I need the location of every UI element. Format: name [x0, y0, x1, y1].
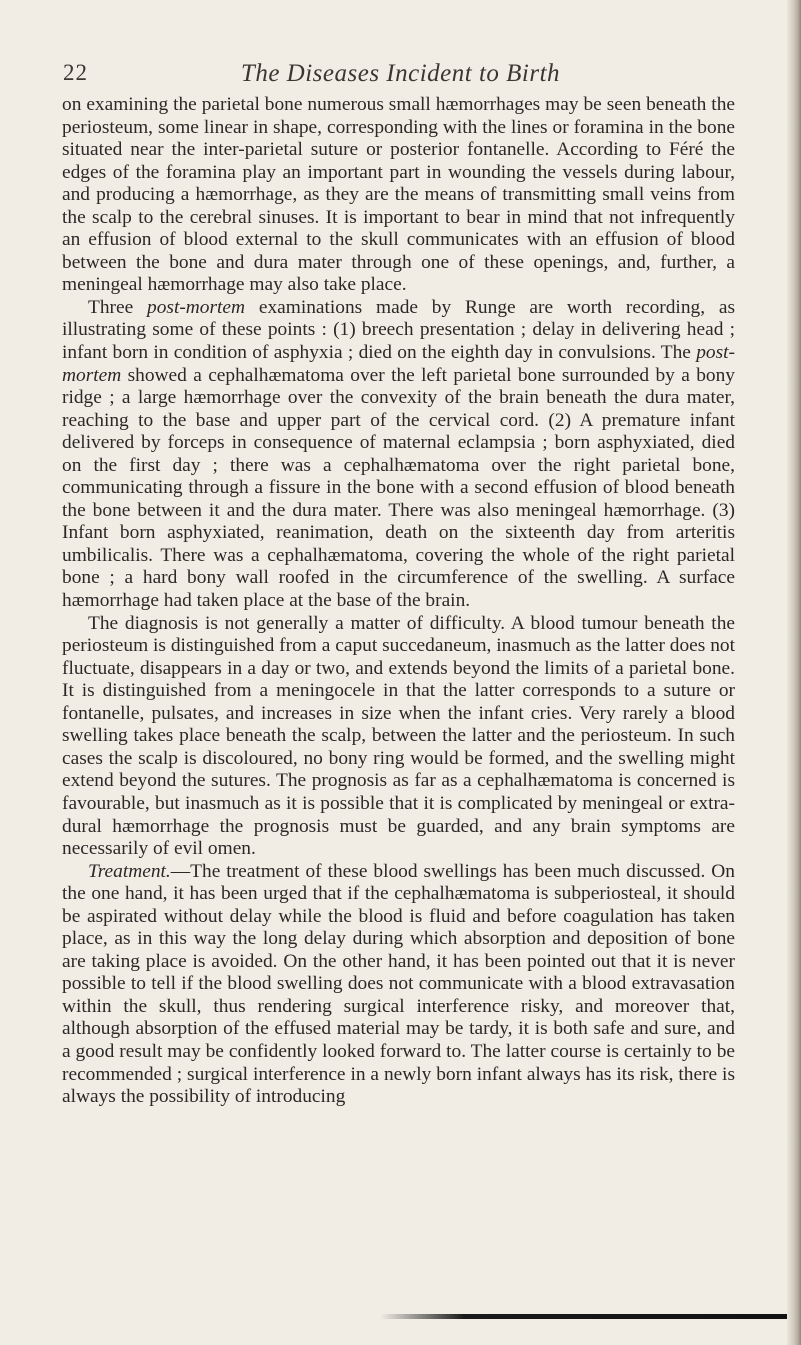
text-run: examinations made by Runge are worth recording, as illustrating some of these points : (1) breech presentation ; delay in delivering head ; infant born in condition of asphyxia ; died on the eighth day in convulsions. The [62, 296, 736, 364]
text-run: Three [88, 296, 148, 318]
paragraph-post-mortem-examinations [62, 297, 735, 613]
italic-term: post-mortem [147, 296, 246, 318]
page-bottom-shadow [380, 1314, 801, 1319]
italic-term: post-mortem [62, 342, 735, 386]
running-head: The Diseases Incident to Birth [240, 60, 561, 87]
paragraph-diagnosis: The diagnosis is not generally a matter of difficulty. A blood tumour beneath the periosteum is distinguished from a caput succedaneum, inasmuch as the latter does not fluctuate, disappears in a day or two, and extends beyond the limits of a parietal bone. It is distinguished from a meningocele in that the latter corresponds to a suture or fontanelle, pulsates, and increases in size when the infant cries. Very rarely a blood swelling takes place beneath the scalp, between the latter and the periosteum. In such cases the scalp is discoloured, no bony ring would be formed, and the swelling might extend beyond the sutures. The prognosis as far as a cephalhæmatoma is concerned is favourable, but inasmuch as it is possible that it is complicated by meningeal or extra-dural hæmorrhage the prognosis must be guarded, and any brain symptoms are necessarily of evil omen. [62, 612, 735, 860]
text-run: showed a cephalhæmatoma over the left parietal bone surrounded by a bony ridge ; a large hæmorrhage over the convexity of the brain beneath the dura mater, reaching to the base and upper part of the cervical cord. (2) A premature infant delivered by forceps in consequence of maternal eclampsia ; born asphyxiated, died on the first day ; there was a cephalhæmatoma over the right parietal bone, communicating through a fissure in the bone with a second effusion of blood beneath the bone between it and the dura mater. There was also meningeal hæmorrhage. (3) Infant born asphyxiated, reanimation, death on the sixteenth day from arteritis umbilicalis. There was a cephalhæmatoma, covering the whole of the right parietal bone ; a hard bony wall roofed in the circumference of the swelling. A surface hæmorrhage had taken place at the base of the brain. [62, 364, 735, 612]
text-run: —The treatment of these blood swellings has been much discussed. On the one hand, it has been urged that if the cephalhæmatoma is subperiosteal, it should be aspirated without delay while the blood is fluid and before coagulation has taken place, as in this way the long delay during which absorption and deposition of bone are taking place is avoided. On the other hand, it has been pointed out that it is never possible to tell if the blood swelling does not communicate with a blood extravasation within the skull, thus rendering surgical interference risky, and moreover that, although absorption of the effused material may be tardy, it is both safe and sure, and a good result may be confidently looked forward to. The latter course is certainly to be recommended ; surgical interference in a newly born infant always has its risk, there is always the possibility of introducing [62, 860, 735, 1108]
page-gutter-edge [787, 0, 801, 1345]
paragraph-treatment [62, 861, 735, 1109]
page-header [0, 60, 801, 90]
paragraph-continuation: on examining the parietal bone numerous small hæmorrhages may be seen beneath the periosteum, some linear in shape, corresponding with the lines or foramina in the bone situated near the inter-parietal suture or posterior fontanelle. According to Féré the edges of the foramina play an important part in wounding the vessels during labour, and producing a hæmorrhage, as they are the means of transmitting small veins from the scalp to the cerebral sinuses. It is important to bear in mind that not infrequently an effusion of blood external to the skull communicates with an effusion of blood between the bone and dura mater through one of these openings, and, further, a meningeal hæmorrhage may also take place. [62, 94, 735, 296]
body-text [62, 94, 735, 1109]
section-heading-treatment: Treatment. [88, 860, 171, 882]
page-number: 22 [63, 60, 88, 85]
